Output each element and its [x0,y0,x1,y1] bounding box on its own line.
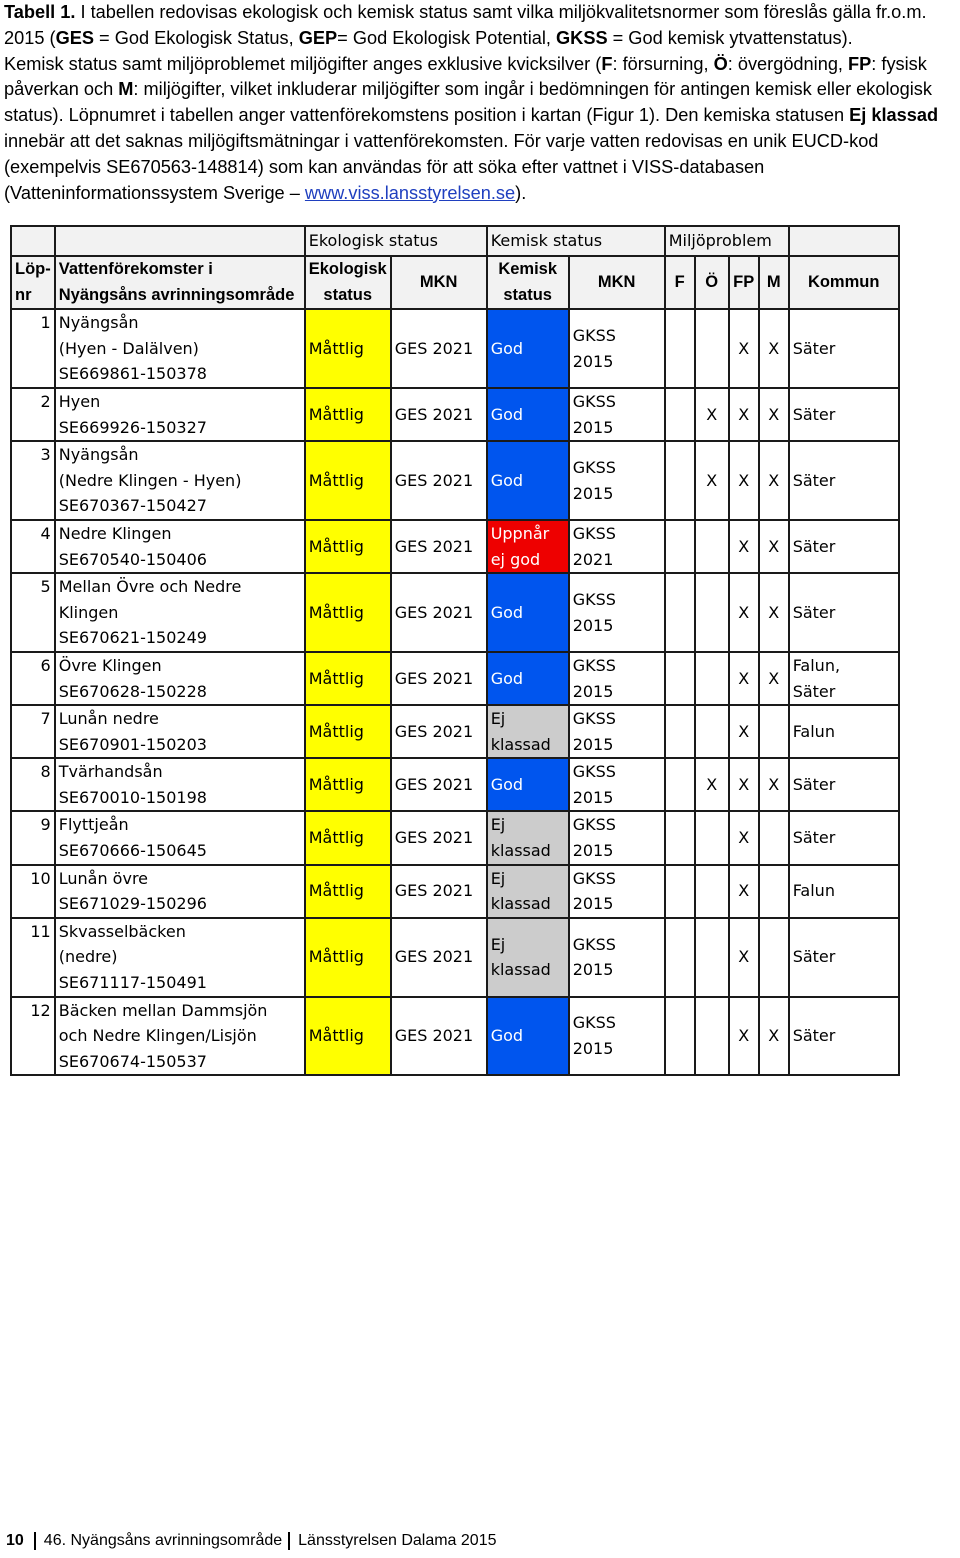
water-body-name-line: SE669861-150378 [58,364,207,384]
kommun-line: Säter [792,947,836,967]
eko-status: Måttlig [305,758,391,811]
miljo-o [695,918,729,997]
water-body-name-line: och Nedre Klingen/Lisjön [58,1026,257,1046]
water-body-name-line: Bäcken mellan Dammsjön [58,1000,268,1020]
row-number: 8 [11,758,55,811]
row-number: 5 [11,573,55,652]
eko-status: Måttlig [305,309,391,388]
kommun-line: Säter [792,1026,836,1046]
table-row [11,441,899,520]
kommun-line: Säter [792,404,836,424]
kem-status-line: klassad [490,894,551,914]
miljo-m [759,705,789,758]
mkn-eko: GES 2021 [391,997,487,1076]
kem-status [487,520,569,573]
kommun-line: Säter [792,775,836,795]
water-body-name [55,758,305,811]
miljo-f [665,652,695,705]
miljo-m: X [759,573,789,652]
kommun-line: Falun, [792,655,841,675]
viss-link[interactable]: www.viss.lansstyrelsen.se [304,182,516,203]
header-lopnr: Löp- nr [11,256,55,309]
footer-section: 46. Nyängsåns avrinningsområde [36,1532,290,1550]
miljo-m: X [759,441,789,520]
footer-organisation: Länsstyrelsen Dalama 2015 [298,1532,497,1549]
mkn-eko: GES 2021 [391,309,487,388]
miljo-m: X [759,520,789,573]
mkn-kem: GKSS 2015 [569,865,665,918]
miljo-m: X [759,652,789,705]
kommun [789,758,899,811]
kommun-line: Säter [792,536,836,556]
water-body-name [55,865,305,918]
table-row [11,865,899,918]
mkn-kem: GKSS 2015 [569,388,665,441]
water-body-name [55,652,305,705]
page-footer [6,1532,497,1550]
eko-status: Måttlig [305,865,391,918]
miljo-m: X [759,388,789,441]
kem-status-line: klassad [490,841,551,861]
miljo-o [695,997,729,1076]
miljo-m [759,865,789,918]
mkn-kem: GKSS 2015 [569,573,665,652]
kem-status [487,811,569,864]
row-number: 12 [11,997,55,1076]
miljo-fp: X [729,918,759,997]
kem-status [487,441,569,520]
mkn-eko: GES 2021 [391,865,487,918]
status-table [10,225,900,1076]
water-body-name-line: Lunån nedre [58,709,159,729]
water-body-name-line: SE670621-150249 [58,628,207,648]
kommun-line: Säter [792,828,836,848]
kem-status [487,918,569,997]
water-body-name-line: Flyttjeån [58,815,129,835]
table-caption: Tabell 1. I tabellen redovisas ekologisk och kemisk status samt vilka miljökvalitetsnormer som föreslås gälla fr.o.m. 2015 (GES = God Ekologisk Status, GEP= God Ekologisk Potential, GKSS = God kemisk ytvattenstatus). [4,2,927,48]
table-row [11,520,899,573]
mkn-kem: GKSS 2015 [569,918,665,997]
water-body-name [55,918,305,997]
water-body-name-line: SE670010-150198 [58,787,207,807]
miljo-fp: X [729,309,759,388]
kommun-line: Falun [792,881,835,901]
explanation-paragraph: Kemisk status samt miljöproblemet miljögifter anges exklusive kvicksilver (F: försurning, Ö: övergödning, FP: fysisk påverkan och M: miljögifter, vilket inkluderar miljögifter som ingår i bedömningen för antingen kemisk eller ekologisk status). Löpnumret i tabellen anger vattenförekomstens position i kartan (Figur 1). Den kemiska statusen Ej klassad innebär att det saknas miljögiftsmätningar i vattenförekomsten. För varje vatten redovisas en unik EUCD-kod (exempelvis SE670563-148814) som kan användas för att söka efter vattnet i VISS-databasen (Vatteninformationssystem Sverige – www.viss.lansstyrelsen.se). [4,53,939,203]
row-number: 6 [11,652,55,705]
table-row [11,758,899,811]
miljo-f [665,758,695,811]
miljo-f [665,811,695,864]
miljo-o [695,865,729,918]
miljo-o [695,573,729,652]
mkn-kem: GKSS 2015 [569,441,665,520]
row-number: 1 [11,309,55,388]
miljo-fp: X [729,520,759,573]
group-header-empty-kommun [789,226,899,256]
miljo-f [665,309,695,388]
water-body-name-line: Övre Klingen [58,655,162,675]
kommun-line: Säter [792,470,836,490]
kem-status-line: ej god [490,549,541,569]
kem-status [487,865,569,918]
column-header-row [11,256,899,309]
table-row [11,918,899,997]
header-f: F [665,256,695,309]
kommun [789,705,899,758]
kem-status [487,705,569,758]
miljo-fp: X [729,652,759,705]
water-body-name-line: SE670367-150427 [58,496,207,516]
header-eko-status: Ekologisk status [305,256,391,309]
row-number: 7 [11,705,55,758]
water-body-name-line: Tvärhandsån [58,762,163,782]
miljo-o [695,705,729,758]
header-m: M [759,256,789,309]
kem-status-line: klassad [490,960,551,980]
miljo-m: X [759,997,789,1076]
miljo-o [695,520,729,573]
mkn-eko: GES 2021 [391,520,487,573]
mkn-kem: GKSS 2015 [569,652,665,705]
table-row [11,388,899,441]
group-header-kemisk: Kemisk status [487,226,665,256]
kem-status-line: God [490,470,524,490]
water-body-name-line: Klingen [58,602,119,622]
mkn-eko: GES 2021 [391,705,487,758]
miljo-o: X [695,441,729,520]
kem-status-line: Ej [490,934,506,954]
header-kommun: Kommun [789,256,899,309]
intro-text [4,0,958,206]
water-body-name-line: (nedre) [58,947,118,967]
kommun [789,811,899,864]
kommun [789,997,899,1076]
miljo-m: X [759,758,789,811]
water-body-name-line: SE671117-150491 [58,973,207,993]
miljo-f [665,865,695,918]
mkn-eko: GES 2021 [391,573,487,652]
row-number: 3 [11,441,55,520]
kem-status-line: Uppnår [490,523,550,543]
kem-status-line: Ej [490,815,506,835]
mkn-kem: GKSS 2015 [569,758,665,811]
water-body-name [55,388,305,441]
kem-status-line: God [490,404,524,424]
water-body-name-line: Nyängsån [58,313,139,333]
eko-status: Måttlig [305,441,391,520]
kommun-line: Säter [792,681,836,701]
mkn-kem: GKSS 2015 [569,997,665,1076]
water-body-name [55,520,305,573]
header-kem-status: Kemisk status [487,256,569,309]
miljo-f [665,918,695,997]
miljo-fp: X [729,997,759,1076]
group-header-empty-nr [11,226,55,256]
kem-status-line: God [490,775,524,795]
header-mkn: MKN [391,256,487,309]
kem-status [487,997,569,1076]
mkn-eko: GES 2021 [391,388,487,441]
miljo-o [695,652,729,705]
miljo-fp: X [729,811,759,864]
kommun [789,652,899,705]
table-label: Tabell 1. [4,2,76,22]
mkn-eko: GES 2021 [391,811,487,864]
header-mkn2: MKN [569,256,665,309]
mkn-eko: GES 2021 [391,758,487,811]
row-number: 9 [11,811,55,864]
kem-status [487,758,569,811]
miljo-f [665,705,695,758]
header-o: Ö [695,256,729,309]
miljo-m: X [759,309,789,388]
kem-status-line: klassad [490,734,551,754]
miljo-o [695,811,729,864]
eko-status: Måttlig [305,573,391,652]
miljo-f [665,573,695,652]
eko-status: Måttlig [305,652,391,705]
group-header-ekologisk: Ekologisk status [305,226,487,256]
water-body-name-line: SE670628-150228 [58,681,207,701]
table-row [11,705,899,758]
group-header-row [11,226,899,256]
row-number: 10 [11,865,55,918]
kem-status-line: God [490,338,524,358]
miljo-fp: X [729,865,759,918]
miljo-fp: X [729,573,759,652]
kommun-line: Falun [792,721,835,741]
page-number: 10 [6,1532,36,1550]
miljo-fp: X [729,758,759,811]
miljo-o: X [695,758,729,811]
group-header-empty-name [55,226,305,256]
miljo-m [759,811,789,864]
kommun [789,388,899,441]
water-body-name-line: (Hyen - Dalälven) [58,338,199,358]
miljo-fp: X [729,705,759,758]
mkn-kem: GKSS 2015 [569,811,665,864]
kem-status-line: God [490,668,524,688]
miljo-f [665,520,695,573]
kommun [789,309,899,388]
kem-status-line: Ej [490,868,506,888]
table-row [11,997,899,1076]
water-body-name-line: SE669926-150327 [58,417,207,437]
water-body-name [55,997,305,1076]
row-number: 4 [11,520,55,573]
water-body-name-line: Nyängsån [58,445,139,465]
kommun-line: Säter [792,338,836,358]
group-header-miljoproblem: Miljöproblem [665,226,789,256]
miljo-o: X [695,388,729,441]
kem-status [487,652,569,705]
miljo-f [665,997,695,1076]
mkn-kem: GKSS 2015 [569,705,665,758]
miljo-f [665,441,695,520]
water-body-name-line: SE671029-150296 [58,894,207,914]
eko-status: Måttlig [305,918,391,997]
eko-status: Måttlig [305,705,391,758]
water-body-name [55,441,305,520]
mkn-eko: GES 2021 [391,918,487,997]
table-row [11,811,899,864]
table-row [11,573,899,652]
eko-status: Måttlig [305,997,391,1076]
water-body-name [55,309,305,388]
mkn-eko: GES 2021 [391,652,487,705]
table-row [11,652,899,705]
water-body-name-line: Lunån övre [58,868,149,888]
water-body-name-line: SE670540-150406 [58,549,207,569]
water-body-name-line: Nedre Klingen [58,523,172,543]
mkn-eko: GES 2021 [391,441,487,520]
header-name: Vattenförekomster i Nyängsåns avrinningsområde [55,256,305,309]
header-fp: FP [729,256,759,309]
water-body-name [55,811,305,864]
water-body-name-line: SE670674-150537 [58,1051,207,1071]
kommun [789,865,899,918]
mkn-kem: GKSS 2021 [569,520,665,573]
kommun [789,441,899,520]
water-body-name-line: Hyen [58,391,101,411]
water-body-name-line: SE670666-150645 [58,841,207,861]
miljo-fp: X [729,388,759,441]
kommun [789,573,899,652]
miljo-m [759,918,789,997]
kommun-line: Säter [792,602,836,622]
kommun [789,918,899,997]
row-number: 2 [11,388,55,441]
water-body-name-line: Skvasselbäcken [58,921,186,941]
kommun [789,520,899,573]
kem-status [487,388,569,441]
eko-status: Måttlig [305,811,391,864]
kem-status-line: God [490,602,524,622]
table-row [11,309,899,388]
kem-status-line: Ej [490,709,506,729]
water-body-name [55,573,305,652]
miljo-o [695,309,729,388]
miljo-fp: X [729,441,759,520]
row-number: 11 [11,918,55,997]
eko-status: Måttlig [305,388,391,441]
eko-status: Måttlig [305,520,391,573]
miljo-f [665,388,695,441]
kem-status [487,309,569,388]
kem-status [487,573,569,652]
water-body-name-line: Mellan Övre och Nedre [58,577,242,597]
kem-status-line: God [490,1026,524,1046]
water-body-name [55,705,305,758]
mkn-kem: GKSS 2015 [569,309,665,388]
water-body-name-line: SE670901-150203 [58,734,207,754]
water-body-name-line: (Nedre Klingen - Hyen) [58,470,242,490]
